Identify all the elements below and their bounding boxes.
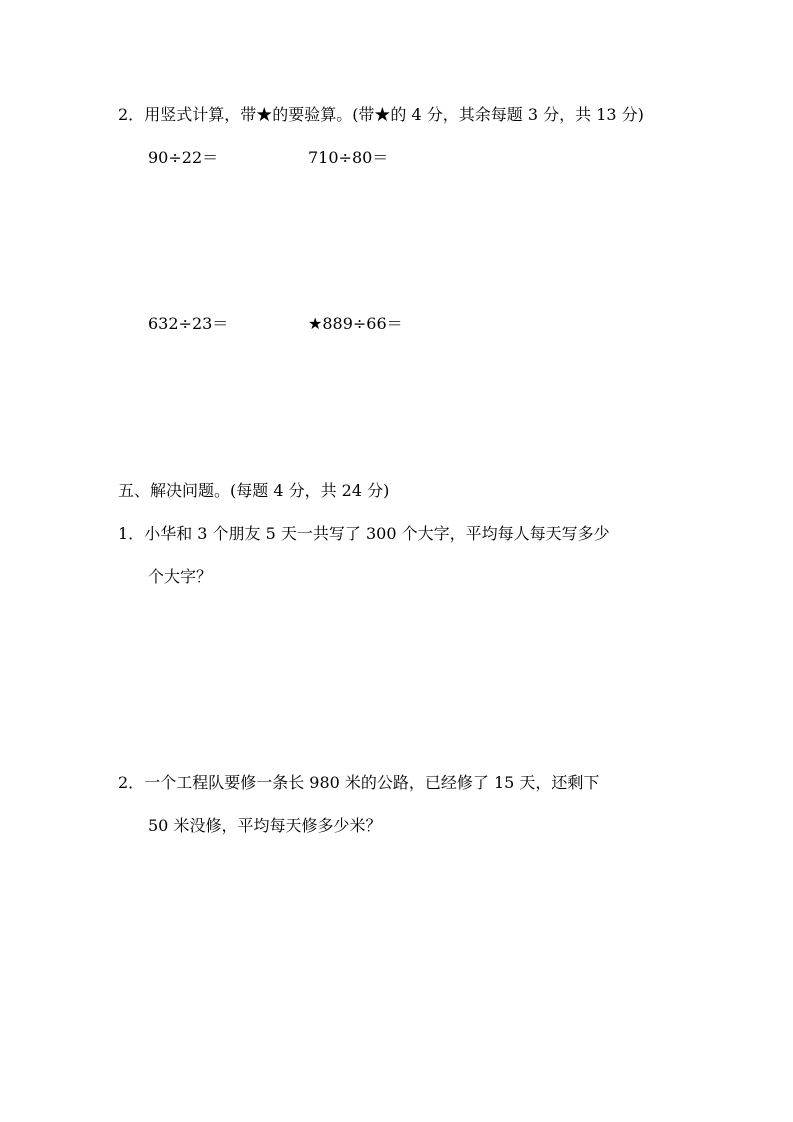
question-2-instruction-line: [118, 105, 644, 125]
calc-problem: 90÷22＝: [148, 148, 219, 167]
question-text: 小华和 3 个朋友 5 天一共写了 300 个大字，平均每人每天写多少: [144, 524, 610, 543]
section-heading: 五、解决问题。(每题 4 分，共 24 分): [118, 481, 390, 500]
question-number: 1．: [118, 524, 145, 543]
word-problem-1-line2: 个大字？: [148, 567, 213, 586]
word-problem-2-line1: [118, 773, 599, 793]
question-number: 2．: [118, 105, 145, 124]
word-problem-1-line1: [118, 524, 610, 544]
calc-problem: 632÷23＝: [148, 314, 229, 333]
question-number: 2．: [118, 773, 145, 792]
calc-problem-starred: ★889÷66＝: [308, 314, 403, 333]
word-problem-2-line2: 50 米没修，平均每天修多少米？: [148, 816, 382, 835]
question-instruction: 用竖式计算，带★的要验算。(带★的 4 分，其余每题 3 分，共 13 分): [144, 105, 644, 124]
question-text: 一个工程队要修一条长 980 米的公路，已经修了 15 天，还剩下: [144, 773, 600, 792]
calc-problem: 710÷80＝: [308, 148, 389, 167]
